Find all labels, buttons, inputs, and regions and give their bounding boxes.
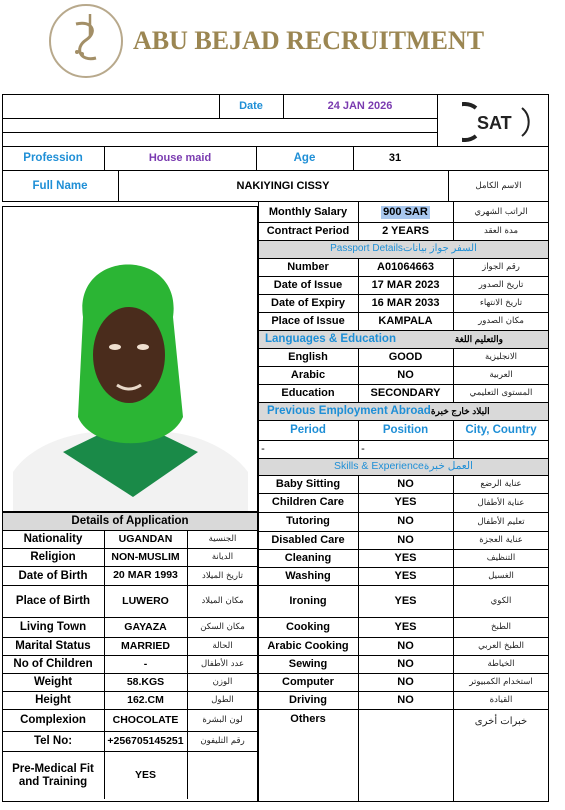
- passport-value: KAMPALA: [378, 314, 433, 327]
- language-ar: المستوى التعليمي: [469, 388, 533, 399]
- skill-label: Computer: [282, 675, 334, 688]
- salary-value: [358, 203, 453, 222]
- skill-ar: الطبخ: [491, 622, 511, 633]
- skill-ar: عناية الأطفال: [477, 497, 525, 508]
- application-ar: الجنسية: [208, 534, 237, 545]
- skill-ar: تعليم الأطفال: [477, 516, 525, 527]
- candidate-photo: [2, 206, 258, 512]
- employment-header-ar: البلاد خارج خبرة: [430, 405, 490, 416]
- skill-ar: الغسيل: [488, 571, 514, 582]
- application-value: 20 MAR 1993: [113, 569, 178, 582]
- fullname-value: NAKIYINGI CISSY: [236, 179, 330, 192]
- application-value: CHOCOLATE: [112, 713, 179, 726]
- languages-header-ar: والتعليم اللغة: [454, 333, 503, 344]
- period-ar: مدة العقد: [484, 226, 518, 237]
- application-label: Weight: [33, 676, 73, 689]
- application-value: -: [143, 657, 148, 670]
- skill-ar: عناية الرضع: [480, 479, 522, 490]
- application-label: No of Children: [13, 658, 93, 671]
- application-value: 162.CM: [127, 693, 164, 706]
- skill-ar: التنظيف: [486, 553, 516, 564]
- application-value: 58.KGS: [126, 675, 165, 688]
- skill-value: YES: [394, 569, 417, 582]
- employment-row-mid: -: [361, 442, 365, 455]
- skill-value: NO: [397, 639, 414, 652]
- salary-value-text: 900 SAR: [383, 205, 428, 218]
- others-label: Others: [290, 713, 326, 726]
- date-value: 24 JAN 2026: [327, 99, 393, 112]
- skill-value: NO: [397, 675, 414, 688]
- application-ar: الديانة: [211, 552, 234, 563]
- skill-ar: عناية العجزة: [479, 535, 523, 546]
- application-ar: عدد الأطفال: [200, 659, 245, 670]
- application-label: Living Town: [19, 621, 87, 634]
- languages-header-en: Languages & Education: [265, 333, 396, 346]
- sat-logo: [462, 102, 536, 142]
- application-ar: الوزن: [212, 677, 233, 688]
- passport-value: 17 MAR 2023: [371, 278, 440, 291]
- application-label: Place of Birth: [15, 595, 91, 608]
- skill-label: Cooking: [286, 620, 330, 633]
- employment-header-en: Previous Employment Abroad: [267, 405, 431, 418]
- passport-ar: رقم الجواز: [482, 262, 520, 273]
- skill-value: YES: [394, 496, 417, 509]
- date-label: Date: [239, 99, 263, 112]
- skill-value: YES: [394, 551, 417, 564]
- skill-value: NO: [397, 477, 414, 490]
- application-ar: لون البشرة: [202, 715, 243, 726]
- sat-logo-text: SAT: [477, 113, 512, 133]
- skill-label: Disabled Care: [271, 533, 345, 546]
- language-ar: العربية: [489, 370, 513, 381]
- skill-label: Arabic Cooking: [267, 639, 349, 652]
- company-logo: [46, 2, 126, 80]
- skill-label: Children Care: [271, 496, 345, 509]
- company-name: ABU BEJAD RECRUITMENT: [133, 26, 485, 55]
- language-label: English: [288, 350, 328, 363]
- application-ar: [187, 752, 258, 799]
- passport-value: 16 MAR 2033: [371, 296, 440, 309]
- skill-value: NO: [397, 693, 414, 706]
- application-ar: الحالة: [212, 641, 233, 652]
- fullname-label: Full Name: [32, 180, 88, 193]
- age-value: 31: [388, 151, 402, 164]
- skills-header: Skills & Experienceالعمل خبرة: [259, 459, 548, 475]
- period-value: 2 YEARS: [382, 224, 429, 237]
- others-ar: خبرات أخرى: [474, 715, 528, 727]
- skill-label: Washing: [285, 569, 331, 582]
- skill-ar: الكوي: [490, 596, 512, 607]
- application-label: Nationality: [23, 533, 83, 546]
- languages-header: [259, 331, 548, 348]
- skill-label: Sewing: [288, 657, 328, 670]
- employment-city: City, Country: [465, 424, 537, 437]
- skill-label: Tutoring: [286, 515, 330, 528]
- skill-value: YES: [394, 620, 417, 633]
- passport-header: Passport Detailsالسفر جواز بيانات: [259, 241, 548, 258]
- application-ar: مكان الميلاد: [201, 596, 244, 607]
- application-value: LUWERO: [122, 594, 169, 607]
- passport-label: Date of Issue: [273, 278, 343, 291]
- application-label: Marital Status: [15, 640, 91, 653]
- language-label: Arabic: [290, 368, 326, 381]
- profession-value: House maid: [148, 151, 212, 164]
- employment-position: Position: [382, 424, 429, 437]
- skill-ar: القيادة: [489, 695, 513, 706]
- passport-ar: مكان الصدور: [478, 316, 524, 327]
- application-value: +256705145251: [107, 734, 184, 747]
- application-label: Height: [35, 694, 71, 707]
- skill-value: NO: [397, 533, 414, 546]
- skill-value: NO: [397, 657, 414, 670]
- age-label: Age: [293, 152, 316, 165]
- profession-label: Profession: [23, 152, 83, 165]
- salary-ar: الراتب الشهري: [474, 207, 528, 218]
- application-label: Complexion: [20, 714, 86, 727]
- skill-label: Cleaning: [284, 551, 332, 564]
- skill-ar: استخدام الكمبيوتر: [469, 677, 533, 688]
- application-value: NON-MUSLIM: [111, 550, 180, 563]
- application-ar: رقم التليفون: [200, 736, 245, 747]
- employment-period: Period: [290, 424, 326, 437]
- application-ar: مكان السكن: [200, 622, 245, 633]
- application-label: Tel No:: [33, 735, 73, 748]
- fullname-ar: الاسم الكامل: [475, 181, 522, 192]
- language-ar: الانجليزية: [484, 352, 518, 363]
- skill-ar: الخياطة: [487, 659, 515, 670]
- passport-label: Place of Issue: [271, 314, 345, 327]
- application-label: Pre-Medical Fit and Training: [12, 763, 94, 788]
- passport-label: Number: [287, 260, 329, 273]
- application-value: MARRIED: [121, 639, 170, 652]
- application-label: Religion: [30, 551, 76, 564]
- passport-ar: تاريخ الصدور: [478, 280, 524, 291]
- employment-header: [259, 403, 548, 420]
- skill-label: Baby Sitting: [275, 477, 341, 490]
- application-header: Details of Application: [3, 513, 257, 530]
- language-value: SECONDARY: [370, 386, 441, 399]
- language-label: Education: [281, 386, 335, 399]
- language-value: GOOD: [388, 350, 423, 363]
- employment-row-left: -: [261, 442, 265, 455]
- skill-label: Driving: [289, 693, 327, 706]
- application-ar: تاريخ الميلاد: [202, 570, 243, 581]
- skill-label: Ironing: [289, 594, 327, 607]
- application-value: GAYAZA: [124, 620, 167, 633]
- salary-label: Monthly Salary: [268, 205, 348, 218]
- application-value: UGANDAN: [118, 532, 173, 545]
- application-value: YES: [134, 768, 156, 781]
- passport-ar: تاريخ الانتهاء: [479, 298, 523, 309]
- skill-ar: الطبخ العربي: [478, 641, 524, 652]
- passport-value: A01064663: [377, 260, 434, 273]
- passport-label: Date of Expiry: [271, 296, 345, 309]
- col-divider: [358, 709, 359, 802]
- skill-value: NO: [397, 515, 414, 528]
- application-label: Date of Birth: [18, 569, 88, 582]
- period-label: Contract Period: [266, 224, 350, 237]
- skill-value: YES: [394, 594, 417, 607]
- language-value: NO: [397, 368, 414, 381]
- application-ar: الطول: [211, 695, 234, 706]
